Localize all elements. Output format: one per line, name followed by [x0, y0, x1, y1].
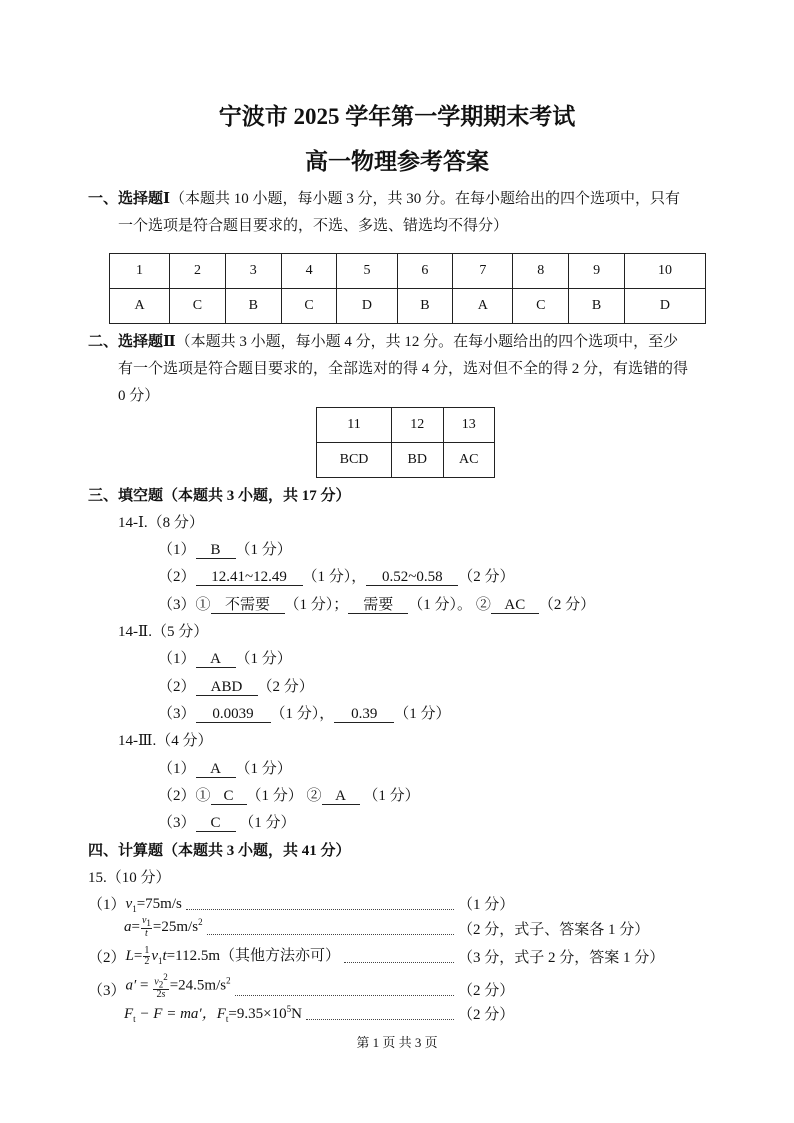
text: （1 分） [394, 706, 451, 722]
table-cell: 8 [513, 254, 569, 289]
text: （2 分） [458, 983, 515, 1000]
section-1-heading [88, 187, 680, 208]
table-cell: 13 [443, 408, 495, 443]
text: （2） [158, 679, 196, 695]
text: t [162, 948, 167, 964]
section-1-desc: 一个选项是符合题目要求的，不选、多选、错选均不得分） [118, 218, 509, 234]
text: （2 分） [458, 1007, 515, 1023]
text [110, 254, 706, 289]
text: （本题共 3 小题，每小题 4 分，共 12 分。在每小题给出的四个选项中，至少 [175, 334, 679, 350]
q14-3-2 [158, 784, 420, 805]
text: 5 [286, 1004, 292, 1014]
q14-1-label: 14-Ⅰ.（8 分） [118, 515, 204, 531]
q15-line-1 [88, 893, 708, 914]
text: a= $\frac{v_1}{t}$ $=25m/s^2$ [124, 915, 203, 939]
dot-leader [207, 934, 454, 935]
text: ① [195, 597, 211, 613]
table-cell: 2 [170, 254, 226, 289]
text: s [161, 989, 166, 1001]
q15-line-2 [124, 916, 708, 939]
text: 二、选择题Ⅱ [88, 334, 176, 350]
text: t [145, 928, 148, 939]
text: =75m/s [136, 896, 182, 912]
text: （3） [158, 597, 196, 613]
text: a [124, 918, 132, 935]
text: =112.5m（其他方法亦可） [166, 948, 340, 964]
text: ② [306, 788, 322, 804]
text: 2 [226, 975, 231, 986]
text: v [154, 976, 159, 988]
text: ABD [196, 680, 258, 696]
table-cell: 7 [453, 254, 513, 289]
q14-2-label: 14-Ⅱ.（5 分） [118, 624, 209, 640]
text [317, 443, 495, 478]
text [145, 929, 148, 939]
table-cell: 5 [337, 254, 397, 289]
table-cell: 1 [110, 254, 170, 289]
text [317, 408, 495, 478]
text: F [216, 1006, 226, 1022]
text: =9.35×10 [228, 1006, 287, 1022]
text [143, 946, 150, 967]
text: ② [475, 597, 491, 613]
answer: B [196, 543, 236, 559]
text: （1 分） [235, 542, 292, 558]
text: （1 分） [239, 815, 296, 831]
text: − F = ma′， [135, 1006, 217, 1022]
table-cell: C [170, 289, 226, 324]
dot-leader [306, 1019, 454, 1020]
text: 不需要 [211, 598, 285, 614]
text: A [196, 762, 236, 778]
text: 2 [163, 972, 168, 982]
table-cell: D [624, 289, 705, 324]
text: ① [195, 788, 211, 804]
text: （3） [88, 983, 126, 1000]
text: 0.39 [334, 707, 394, 723]
text: （1 分） [235, 761, 292, 777]
section-3-heading: 三、填空题（本题共 3 小题，共 17 分） [88, 488, 351, 504]
text: 需要 [348, 598, 408, 614]
text: （1 分） [458, 897, 515, 913]
table-cell: C [281, 289, 337, 324]
table-cell: BD [392, 443, 443, 478]
q14-3-1 [158, 757, 292, 778]
text: F [124, 1006, 134, 1022]
text [153, 972, 168, 1000]
text: （1） [158, 651, 196, 667]
text: C [211, 789, 247, 805]
q14-2-2 [158, 675, 314, 696]
text: （1 分）， [270, 706, 335, 722]
table-cell: 10 [624, 254, 705, 289]
text: 1 [146, 918, 151, 928]
table-cell: C [513, 289, 569, 324]
text [110, 289, 706, 324]
q14-2-3 [158, 702, 451, 723]
page-subtitle: 高一物理参考答案 [305, 149, 489, 174]
text: =24.5m/s [169, 977, 227, 994]
q14-3-3 [158, 811, 296, 832]
dot-leader [235, 995, 454, 996]
text: （1 分） [246, 788, 303, 804]
section-4-heading: 四、计算题（本题共 3 小题，共 41 分） [88, 843, 351, 859]
text: 12.41~12.49 [196, 570, 303, 586]
text: （1 分） [235, 651, 292, 667]
text [110, 254, 706, 324]
text: （2） [158, 788, 196, 804]
q14-1-1 [158, 538, 292, 559]
table-cell: B [397, 289, 453, 324]
text: 2s [156, 989, 166, 1001]
text: （本题共 10 小题，每小题 3 分，共 30 分。在每小题给出的四个选项中，只有 [170, 191, 681, 207]
text: （2） [158, 569, 196, 585]
q14-1-3 [158, 593, 595, 614]
section-2-desc: 0 分） [118, 388, 160, 404]
text: （2 分） [458, 569, 515, 585]
text: v [151, 948, 158, 964]
table-cell: D [337, 289, 397, 324]
table-cell: B [225, 289, 281, 324]
text: （3） [158, 706, 196, 722]
text: （1） [88, 897, 126, 913]
q15-line-5 [124, 1002, 708, 1024]
table-cell: A [110, 289, 170, 324]
q15-label: 15.（10 分） [88, 870, 171, 886]
text: C [196, 816, 236, 832]
text: AC [491, 598, 539, 614]
text: 0.0039 [196, 707, 271, 723]
text: 1 [158, 956, 163, 966]
text: A [322, 789, 360, 805]
text: （2） [88, 950, 126, 967]
table-cell: B [569, 289, 625, 324]
answer-table-2 [316, 407, 495, 478]
text: （3） [158, 815, 196, 831]
text: a′ [125, 977, 137, 994]
section-2-heading [88, 330, 678, 351]
text: a′ = $\frac{v_2^2}{2s}$ $=24.5m/s^2$ [125, 972, 231, 1001]
text: 2 [158, 979, 164, 990]
answer-table-1 [109, 253, 706, 324]
text: L [125, 948, 134, 964]
q15-line-3 [88, 944, 708, 967]
text: t [225, 1014, 229, 1024]
text: 2 [144, 956, 150, 968]
table-cell: 4 [281, 254, 337, 289]
text [126, 896, 182, 914]
table-cell: 12 [392, 408, 443, 443]
text: 1 [144, 945, 150, 957]
text: （1 分）， [302, 569, 367, 585]
q14-3-label: 14-Ⅲ.（4 分） [118, 733, 213, 749]
text: （1 分） [363, 788, 420, 804]
page-title: 宁波市 2025 学年第一学期期末考试 [218, 104, 576, 129]
text: （2 分，式子、答案各 1 分） [458, 922, 650, 938]
table-cell: 9 [569, 254, 625, 289]
text: =25m/s [152, 918, 199, 935]
text: （3 分，式子 2 分，答案 1 分） [458, 950, 665, 967]
text: （2 分） [257, 679, 314, 695]
q14-1-2 [158, 565, 515, 586]
table-cell: 11 [317, 408, 392, 443]
text: 1 [132, 904, 137, 914]
text: A [196, 652, 236, 668]
text: （1） [158, 761, 196, 777]
text: （1 分）； [284, 597, 349, 613]
q15-line-4 [88, 972, 708, 1000]
text: v [141, 915, 147, 926]
table-cell: BCD [317, 443, 392, 478]
text [153, 972, 168, 990]
text: L= $\frac{1}{2}$ $v_1t=112.5m$（其他方法亦可） [125, 945, 340, 968]
text: N [291, 1006, 302, 1022]
text: 一、选择题Ⅰ [88, 191, 171, 207]
text: （2 分） [538, 597, 596, 613]
text: 0.52~0.58 [366, 570, 458, 586]
text: 2 [198, 916, 203, 927]
text [141, 916, 152, 939]
table-cell: A [453, 289, 513, 324]
text [124, 1002, 302, 1024]
text: v [125, 896, 133, 912]
text: （1 分）。 [408, 597, 473, 613]
section-2-desc: 有一个选项是符合题目要求的，全部选对的得 4 分，选对但不全的得 2 分，有选错的得 [118, 361, 689, 377]
table-cell: 3 [225, 254, 281, 289]
table-cell: AC [443, 443, 495, 478]
dot-leader [344, 962, 454, 963]
table-cell: 6 [397, 254, 453, 289]
page-footer: 第 1 页 共 3 页 [356, 1035, 438, 1050]
text: t [133, 1014, 136, 1024]
text: （1） [158, 542, 196, 558]
dot-leader [186, 909, 454, 910]
text [317, 408, 495, 443]
q14-2-1 [158, 647, 292, 668]
